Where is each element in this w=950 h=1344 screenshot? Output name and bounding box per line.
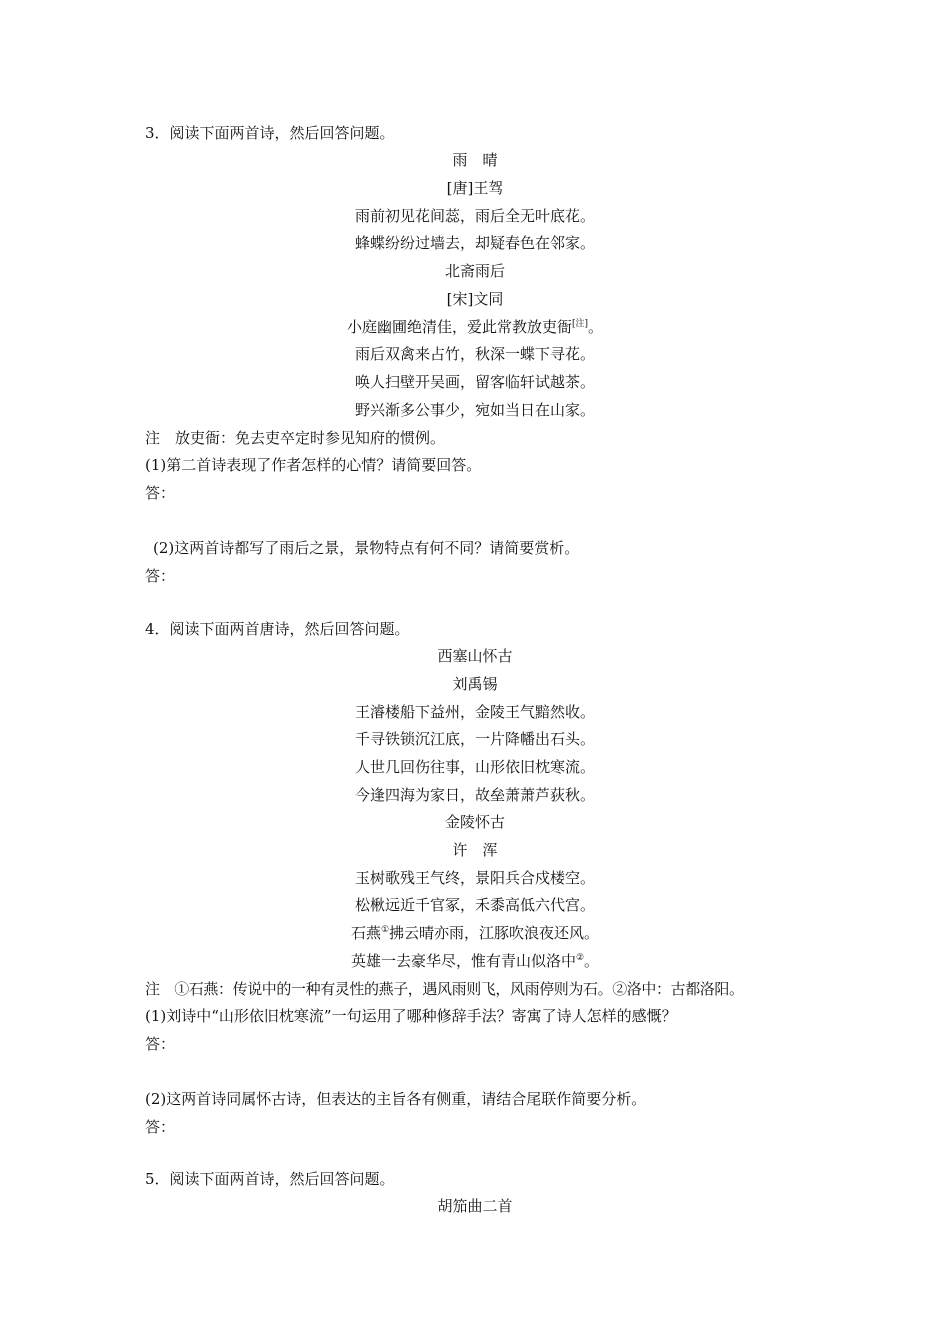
q4-subquestion-1: (1)刘诗中“山形依旧枕寒流”一句运用了哪种修辞手法？寄寓了诗人怎样的感慨？ xyxy=(145,1007,677,1025)
q4-prompt: 4．阅读下面两首唐诗，然后回答问题。 xyxy=(145,620,410,638)
q4-answer-2: 答： xyxy=(145,1118,176,1136)
q4-poem1-author: 刘禹锡 xyxy=(452,675,498,693)
q4-poem2-line3-a: 石燕 xyxy=(350,924,381,942)
q4-poem2-line xyxy=(0,951,950,971)
q3-subquestion-1: (1)第二首诗表现了作者怎样的心情？请简要回答。 xyxy=(145,456,482,474)
q4-poem2-line xyxy=(0,923,950,943)
q4-poem2-line4-b: 。 xyxy=(584,952,600,970)
q3-poem1-line: 蜂蝶纷纷过墙去，却疑春色在邻家。 xyxy=(354,234,595,252)
q5-prompt: 5．阅读下面两首诗，然后回答问题。 xyxy=(145,1170,395,1188)
q4-poem2-line: 玉树歌残王气终，景阳兵合戍楼空。 xyxy=(354,869,595,887)
q4-poem2-line: 松楸远近千官冢，禾黍高低六代宫。 xyxy=(354,896,595,914)
footnote-marker: ① xyxy=(380,925,390,935)
q3-prompt: 3．阅读下面两首诗，然后回答问题。 xyxy=(145,124,395,142)
q4-poem1-title: 西塞山怀古 xyxy=(437,647,513,665)
q3-poem2-line xyxy=(0,317,950,337)
q4-poem2-line4-a: 英雄一去豪华尽，惟有青山似洛中 xyxy=(350,952,576,970)
footnote-marker: [注] xyxy=(571,319,589,329)
q3-poem2-line: 雨后双禽来占竹，秋深一蝶下寻花。 xyxy=(354,345,595,363)
q4-poem2-line3-b: 拂云晴亦雨，江豚吹浪夜还风。 xyxy=(389,924,600,942)
q3-poem1-author: [唐]王驾 xyxy=(446,179,504,197)
q3-poem2-title: 北斋雨后 xyxy=(444,262,505,280)
q4-note: 注 ①石燕：传说中的一种有灵性的燕子，遇风雨则飞，风雨停则为石。②洛中：古都洛阳。 xyxy=(145,980,744,998)
q3-poem2-line: 野兴渐多公事少，宛如当日在山家。 xyxy=(354,401,595,419)
q4-poem2-author: 许 浑 xyxy=(452,841,498,859)
q3-poem2-author: [宋]文同 xyxy=(446,290,504,308)
q4-poem1-line: 今逢四海为家日，故垒萧萧芦荻秋。 xyxy=(354,786,595,804)
q4-poem2-title: 金陵怀古 xyxy=(444,813,505,831)
q4-poem1-line: 千寻铁锁沉江底，一片降幡出石头。 xyxy=(354,730,595,748)
q4-poem1-line: 人世几回伤往事，山形依旧枕寒流。 xyxy=(354,758,595,776)
q4-poem1-line: 王濬楼船下益州，金陵王气黯然收。 xyxy=(354,703,595,721)
q4-answer-1: 答： xyxy=(145,1035,176,1053)
q3-poem1-title: 雨 晴 xyxy=(452,151,498,169)
q3-poem2-line1-text: 小庭幽圃绝清佳，爱此常教放吏衙 xyxy=(346,318,572,336)
q3-poem1-line: 雨前初见花间蕊，雨后全无叶底花。 xyxy=(354,207,595,225)
q3-note: 注 放吏衙：免去吏卒定时参见知府的惯例。 xyxy=(145,429,446,447)
q5-poem-title: 胡笳曲二首 xyxy=(437,1197,513,1215)
q3-poem2-line: 唤人扫壁开吴画，留客临轩试越茶。 xyxy=(354,373,595,391)
q4-subquestion-2: (2)这两首诗同属怀古诗，但表达的主旨各有侧重，请结合尾联作简要分析。 xyxy=(145,1090,647,1108)
q3-answer-2: 答： xyxy=(145,567,176,585)
q3-poem2-line1-end: 。 xyxy=(588,318,604,336)
q3-subquestion-2: (2)这两首诗都写了雨后之景，景物特点有何不同？请简要赏析。 xyxy=(153,539,580,557)
q3-answer-1: 答： xyxy=(145,484,176,502)
footnote-marker: ② xyxy=(575,953,585,963)
